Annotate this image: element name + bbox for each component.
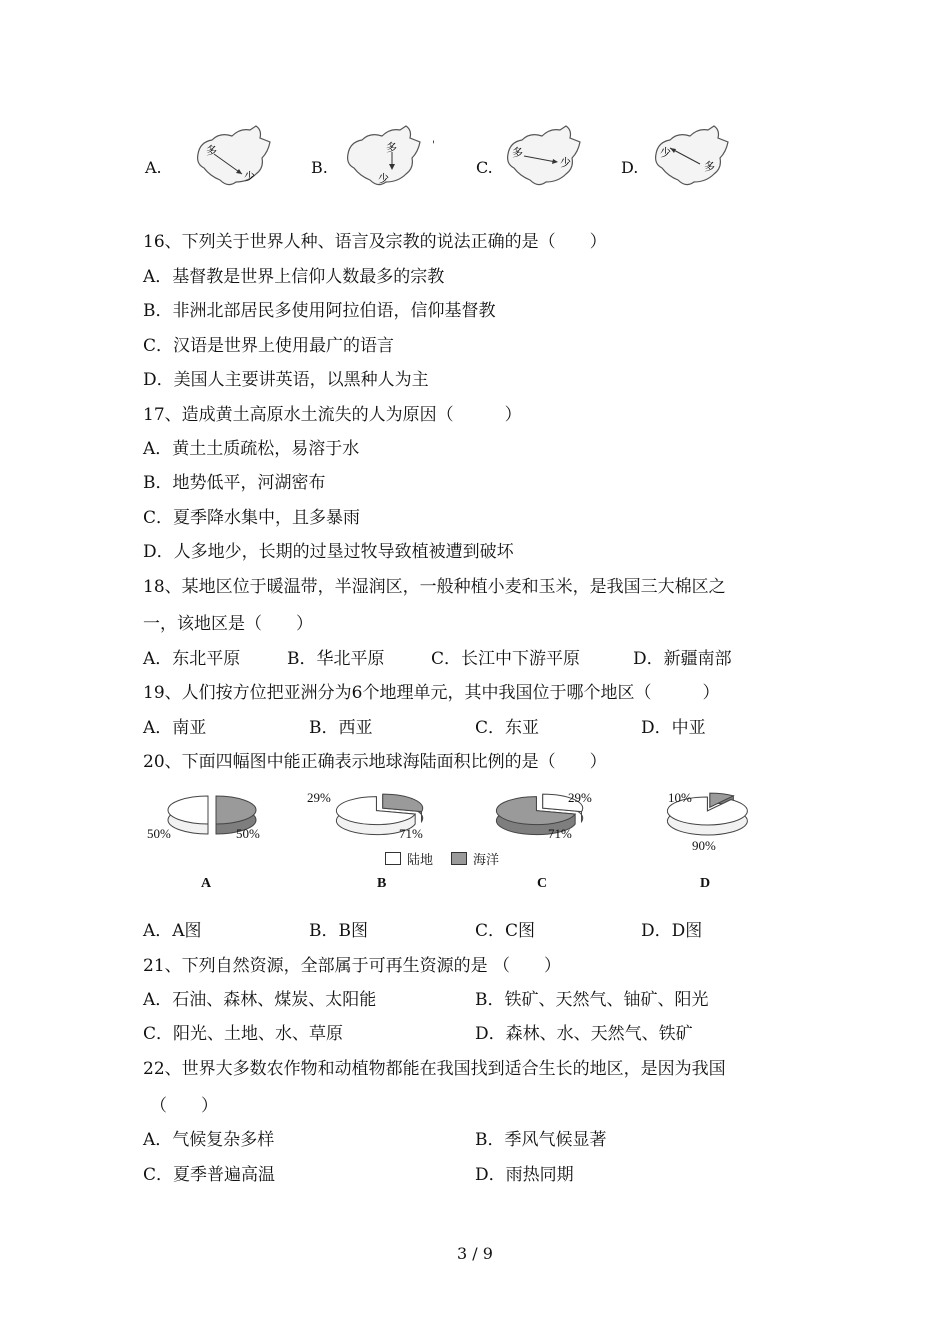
q22-option-a: A．气候复杂多样: [143, 1130, 275, 1150]
q17-stem: 17、造成黄土高原水土流失的人为原因（ ）: [143, 405, 522, 425]
q18-stem-line1: 18、某地区位于暖温带，半湿润区，一般种植小麦和玉米，是我国三大棉区之: [143, 577, 726, 597]
q21-stem: 21、下列自然资源，全部属于可再生资源的是 （ ）: [143, 956, 562, 976]
map-b-from: 多: [386, 141, 397, 154]
pie-d-land-label: 90%: [692, 838, 716, 853]
map-a-to: 少: [244, 170, 255, 183]
q21-option-d: D．森林、水、天然气、铁矿: [475, 1024, 693, 1044]
pie-chart-b: [318, 786, 458, 846]
q18-option-c: C．长江中下游平原: [431, 649, 581, 669]
q19-option-b: B．西亚: [309, 718, 373, 738]
china-map-c: [500, 124, 588, 190]
pie-legend: [385, 849, 499, 868]
q19-option-c: C．东亚: [475, 718, 540, 738]
q22-option-d: D．雨热同期: [475, 1165, 574, 1185]
q19-option-a: A．南亚: [143, 718, 207, 738]
pie-b-caption: B: [377, 876, 387, 891]
pie-c-land-label: 29%: [568, 790, 592, 805]
pie-a-caption: A: [201, 876, 212, 891]
q15-option-d-letter: D.: [621, 158, 639, 177]
q20-stem: 20、下面四幅图中能正确表示地球海陆面积比例的是（ ）: [143, 752, 607, 772]
q19-option-d: D．中亚: [641, 718, 706, 738]
china-map-d: [648, 124, 736, 190]
q16-option-c: C．汉语是世界上使用最广的语言: [143, 336, 395, 356]
q17-option-d: D．人多地少，长期的过垦过牧导致植被遭到破坏: [143, 542, 514, 562]
q22-option-b: B．季风气候显著: [475, 1130, 607, 1150]
q15-option-c-letter: C.: [476, 158, 493, 177]
q18-option-a: A．东北平原: [143, 649, 241, 669]
q16-option-b: B．非洲北部居民多使用阿拉伯语，信仰基督教: [143, 301, 496, 321]
pie-d-caption: D: [700, 876, 711, 891]
stray-mark: ': [432, 140, 435, 151]
q15-option-b-letter: B.: [311, 158, 328, 177]
q20-option-b: B．B图: [309, 921, 368, 941]
map-a-from: 多: [206, 144, 217, 157]
map-d-to: 多: [704, 160, 715, 173]
q22-option-c: C．夏季普遍高温: [143, 1165, 276, 1185]
q22-stem-line2: （ ）: [150, 1096, 218, 1116]
pie-chart-a: [150, 786, 290, 846]
map-c-to: 少: [560, 156, 571, 169]
legend-ocean-label: 海洋: [473, 853, 500, 868]
q21-option-c: C．阳光、土地、水、草原: [143, 1024, 344, 1044]
q22-stem-line1: 22、世界大多数农作物和动植物都能在我国找到适合生长的地区，是因为我国: [143, 1059, 726, 1079]
q16-option-d: D．美国人主要讲英语，以黑种人为主: [143, 370, 429, 390]
pie-c-caption: C: [537, 876, 548, 891]
pie-d-ocean-label: 10%: [668, 790, 692, 805]
pie-b-land-label: 71%: [399, 826, 423, 841]
q17-option-b: B．地势低平，河湖密布: [143, 473, 326, 493]
q20-option-c: C．C图: [475, 921, 536, 941]
legend-land-swatch: [385, 852, 401, 865]
page-number: 3 / 9: [457, 1244, 493, 1263]
q15-option-a-letter: A.: [145, 158, 162, 177]
q20-option-a: A．A图: [143, 921, 202, 941]
china-map-b: [340, 124, 428, 190]
pie-a-land-label: 50%: [236, 826, 260, 841]
q16-stem: 16、下列关于世界人种、语言及宗教的说法正确的是（ ）: [143, 232, 607, 252]
q17-option-a: A．黄土土质疏松，易溶于水: [143, 439, 360, 459]
china-map-a: [190, 124, 278, 190]
pie-c-ocean-label: 71%: [548, 826, 572, 841]
pie-slice-a-1: [168, 796, 208, 834]
q18-stem-line2: 一，该地区是（ ）: [143, 614, 313, 634]
pie-a-ocean-label: 50%: [147, 826, 171, 841]
q17-option-c: C．夏季降水集中，且多暴雨: [143, 508, 361, 528]
map-c-from: 多: [512, 146, 523, 159]
q16-option-a: A．基督教是世界上信仰人数最多的宗教: [143, 267, 445, 287]
q18-option-d: D．新疆南部: [633, 649, 732, 669]
map-d-from: 少: [660, 146, 671, 159]
pie-slice-top: [383, 794, 423, 811]
legend-ocean-swatch: [451, 852, 467, 865]
q21-option-b: B．铁矿、天然气、铀矿、阳光: [475, 990, 709, 1010]
q21-option-a: A．石油、森林、煤炭、太阳能: [143, 990, 377, 1010]
q18-option-b: B．华北平原: [287, 649, 385, 669]
map-b-to: 少: [378, 172, 389, 185]
legend-land-label: 陆地: [407, 853, 434, 868]
q20-option-d: D．D图: [641, 921, 703, 941]
pie-b-ocean-label: 29%: [307, 790, 331, 805]
q19-stem: 19、人们按方位把亚洲分为6个地理单元，其中我国位于哪个地区（ ）: [143, 683, 720, 703]
